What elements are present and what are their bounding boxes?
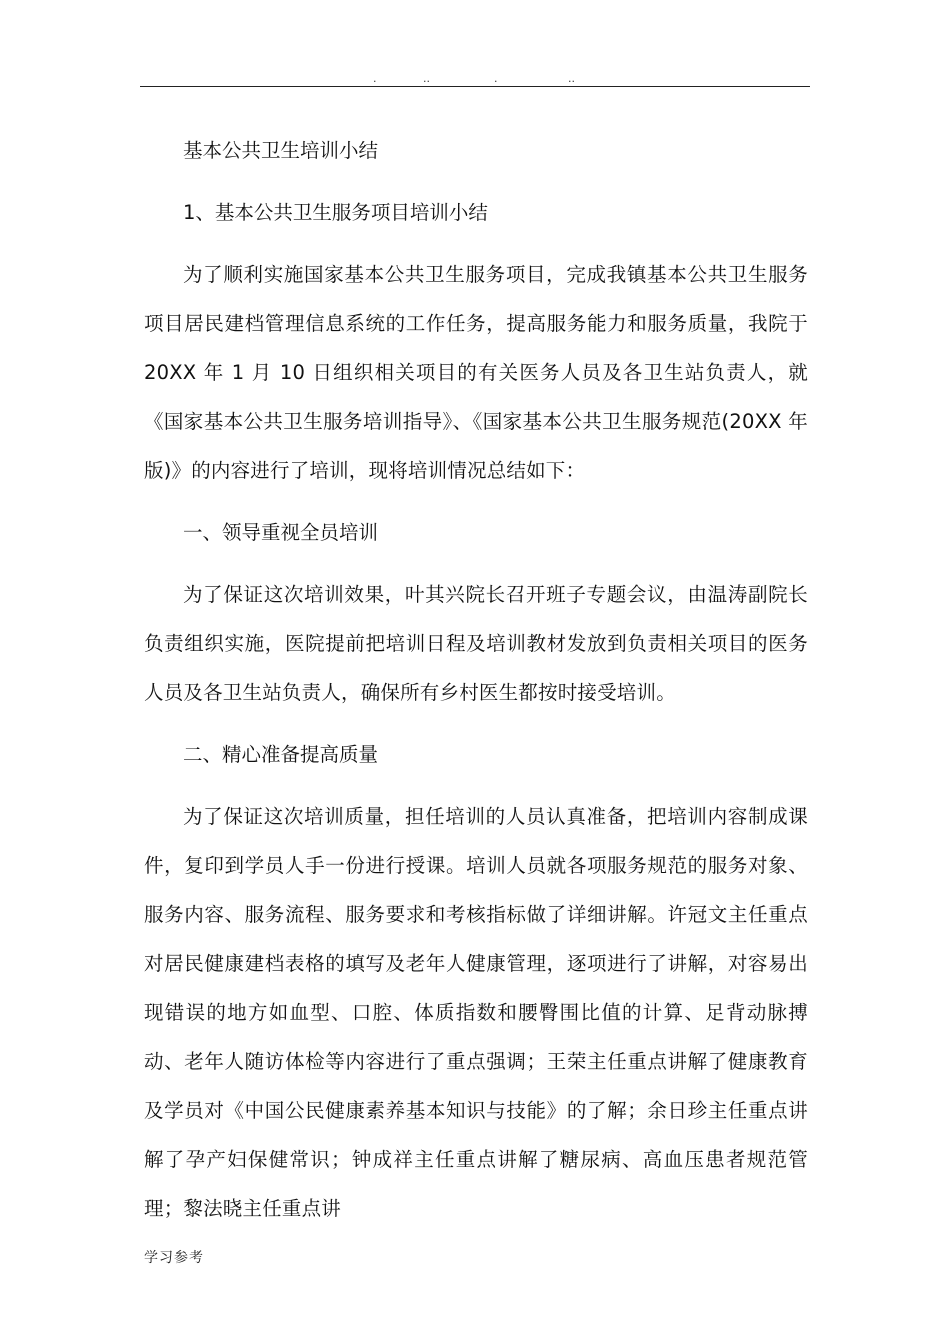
section-heading: 二、精心准备提高质量 [183,743,379,766]
intro-paragraph: 为了顺利实施国家基本公共卫生服务项目，完成我镇基本公共卫生服务项目居民建档管理信息系统的工作任务，提高服务能力和服务质量，我院于 20XX 年 1 月 10 日组织相关项目的有关医务人员及各卫生站负责人，就《国家基本公共卫生服务培训指导》、《国家基本公共卫生服务规范(20XX 年版)》的内容进行了培训，现将培训情况总结如下： [144,263,808,482]
section-heading: 一、领导重视全员培训 [183,521,379,544]
header-mark: .. [568,72,575,85]
document-title: 基本公共卫生培训小结 [183,139,379,162]
section-paragraph: 为了保证这次培训质量，担任培训的人员认真准备，把培训内容制成课件，复印到学员人手一份进行授课。培训人员就各项服务规范的服务对象、服务内容、服务流程、服务要求和考核指标做了详细讲解。许冠文主任重点对居民健康建档表格的填写及老年人健康管理，逐项进行了讲解，对容易出现错误的地方如血型、口腔、体质指数和腰臀围比值的计算、足背动脉搏动、老年人随访体检等内容进行了重点强调；王荣主任重点讲解了健康教育及学员对《中国公民健康素养基本知识与技能》的了解；余日珍主任重点讲解了孕产妇保健常识；钟成祥主任重点讲解了糖尿病、高血压患者规范管理；黎法晓主任重点讲 [144,805,808,1220]
header-rule [140,86,810,87]
header-mark: .. [423,72,430,85]
section-paragraph: 为了保证这次培训效果，叶其兴院长召开班子专题会议，由温涛副院长负责组织实施，医院提前把培训日程及培训教材发放到负责相关项目的医务人员及各卫生站负责人，确保所有乡村医生都按时接受培训。 [144,583,808,704]
document-body [144,126,808,1233]
page-header-marks [140,72,810,86]
header-mark: . [373,72,377,85]
document-subtitle: 1、基本公共卫生服务项目培训小结 [183,201,488,224]
header-mark: . [494,72,498,85]
page-footer: 学习参考 [144,1250,204,1266]
